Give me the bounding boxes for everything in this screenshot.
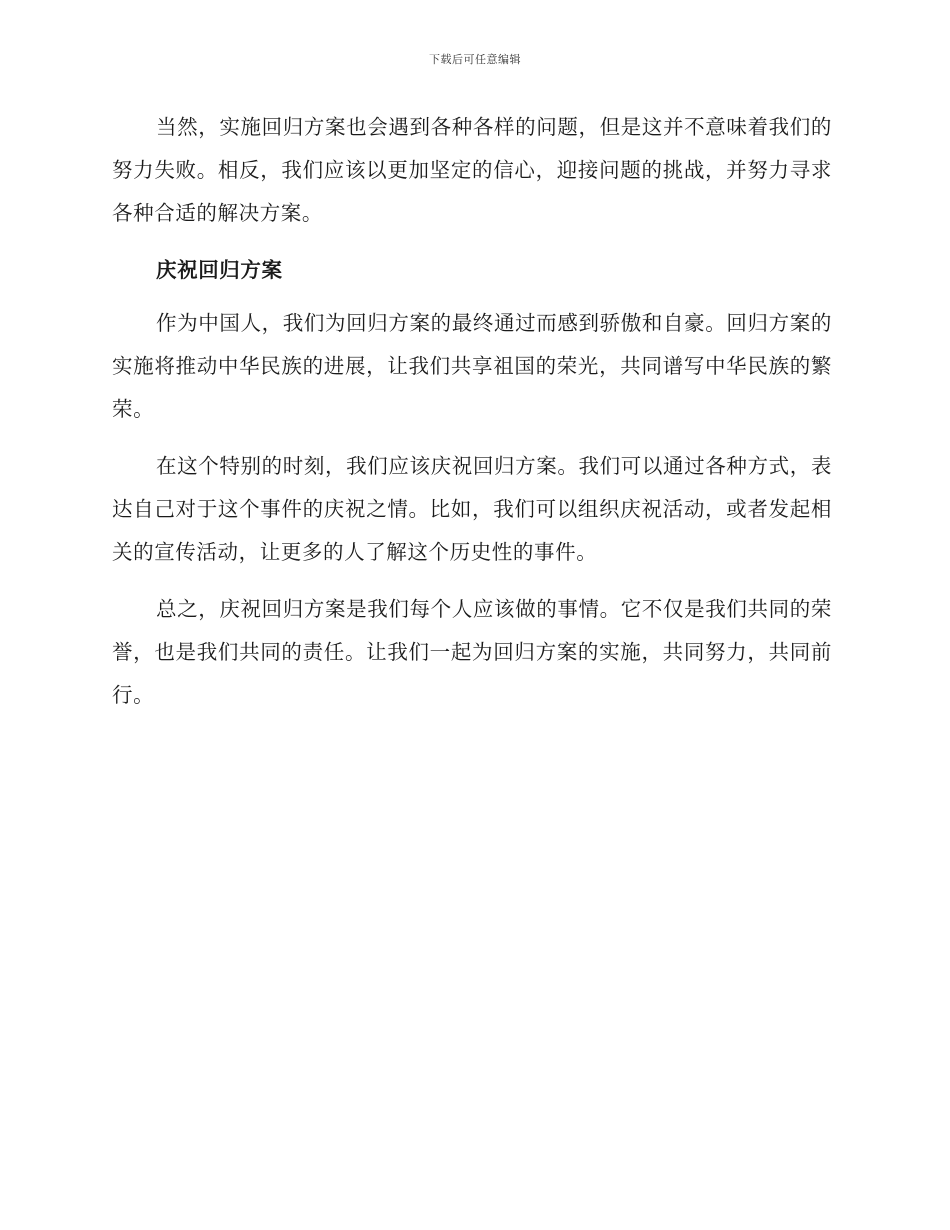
paragraph-4: 总之，庆祝回归方案是我们每个人应该做的事情。它不仅是我们共同的荣誉，也是我们共同的责任。让我们一起为回归方案的实施，共同努力，共同前行。 [112,597,832,707]
document-body [112,106,832,731]
paragraph-1: 当然，实施回归方案也会遇到各种各样的问题，但是这并不意味着我们的努力失败。相反，我们应该以更加坚定的信心，迎接问题的挑战，并努力寻求各种合适的解决方案。 [112,115,832,225]
page-header: 下载后可任意编辑 [429,53,521,66]
paragraph-2: 作为中国人，我们为回归方案的最终通过而感到骄傲和自豪。回归方案的实施将推动中华民族的进展，让我们共享祖国的荣光，共同谱写中华民族的繁荣。 [112,311,832,421]
paragraph-3: 在这个特别的时刻，我们应该庆祝回归方案。我们可以通过各种方式，表达自己对于这个事件的庆祝之情。比如，我们可以组织庆祝活动，或者发起相关的宣传活动，让更多的人了解这个历史性的事件。 [112,454,832,564]
section-heading: 庆祝回归方案 [156,258,283,282]
